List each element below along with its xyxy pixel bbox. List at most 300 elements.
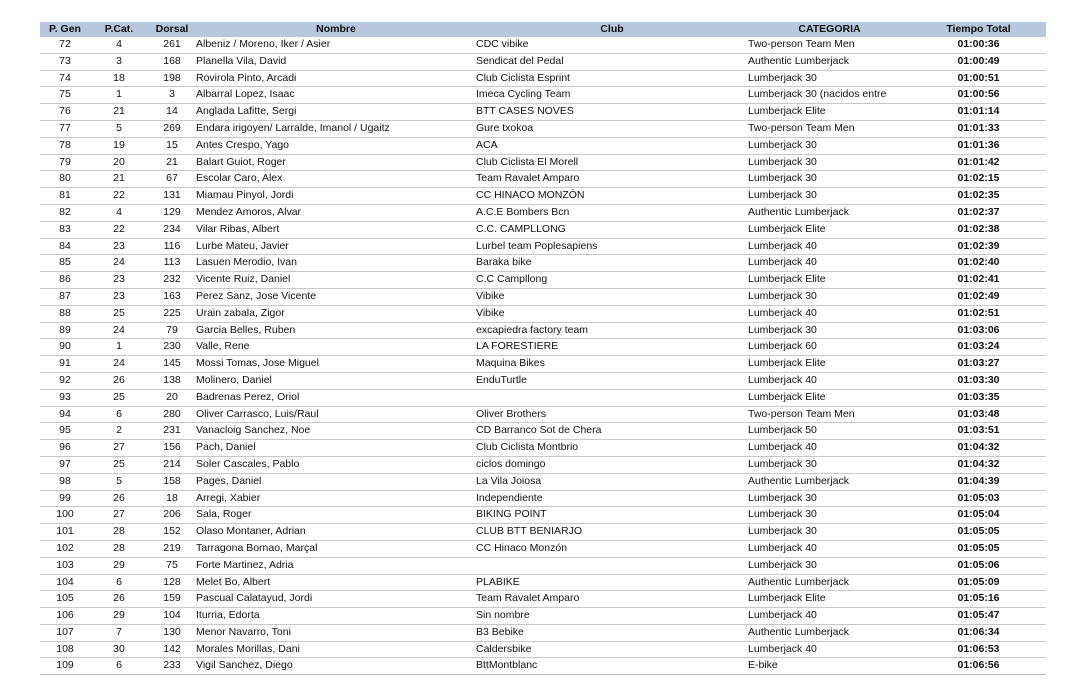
cell-tiempo-total: 01:05:06	[911, 557, 1046, 574]
table-row	[40, 608, 1046, 625]
cell-tiempo-total: 01:03:27	[911, 356, 1046, 373]
cell-p-gen: 72	[40, 37, 90, 53]
table-row	[40, 238, 1046, 255]
cell-dorsal: 128	[148, 574, 196, 591]
header-p-cat: P.Cat.	[90, 22, 148, 37]
cell-p-gen: 82	[40, 204, 90, 221]
cell-nombre: Garcia Belles, Ruben	[196, 322, 476, 339]
cell-p-cat: 6	[90, 658, 148, 675]
cell-dorsal: 75	[148, 557, 196, 574]
cell-tiempo-total: 01:03:30	[911, 372, 1046, 389]
table-row	[40, 339, 1046, 356]
cell-club: CLUB BTT BENIARJO	[476, 524, 748, 541]
table-row	[40, 406, 1046, 423]
cell-p-gen: 99	[40, 490, 90, 507]
header-p-gen: P. Gen	[40, 22, 90, 37]
cell-club: LA FORESTIERE	[476, 339, 748, 356]
cell-dorsal: 15	[148, 137, 196, 154]
cell-club: Club Ciclista El Morell	[476, 154, 748, 171]
cell-categoria: Authentic Lumberjack	[748, 574, 911, 591]
cell-tiempo-total: 01:02:37	[911, 204, 1046, 221]
table-row	[40, 624, 1046, 641]
cell-p-cat: 2	[90, 423, 148, 440]
cell-p-gen: 106	[40, 608, 90, 625]
table-row	[40, 221, 1046, 238]
cell-tiempo-total: 01:03:35	[911, 389, 1046, 406]
cell-categoria: Lumberjack 30	[748, 288, 911, 305]
cell-p-cat: 29	[90, 557, 148, 574]
cell-tiempo-total: 01:00:51	[911, 70, 1046, 87]
cell-nombre: Pages, Daniel	[196, 473, 476, 490]
cell-club: C.C. CAMPLLONG	[476, 221, 748, 238]
table-row	[40, 574, 1046, 591]
cell-club: CC Hinaco Monzón	[476, 540, 748, 557]
cell-club: excapiedra factory team	[476, 322, 748, 339]
table-row	[40, 137, 1046, 154]
cell-club: Baraka bike	[476, 255, 748, 272]
cell-dorsal: 219	[148, 540, 196, 557]
table-row	[40, 70, 1046, 87]
cell-tiempo-total: 01:02:35	[911, 188, 1046, 205]
table-row	[40, 120, 1046, 137]
cell-categoria: Lumberjack 40	[748, 255, 911, 272]
cell-club: Team Ravalet Amparo	[476, 591, 748, 608]
table-row	[40, 372, 1046, 389]
cell-tiempo-total: 01:06:34	[911, 624, 1046, 641]
cell-club: Gure txokoa	[476, 120, 748, 137]
cell-club: C.C Campllong	[476, 272, 748, 289]
cell-club: A.C.E Bombers Bcn	[476, 204, 748, 221]
cell-p-gen: 109	[40, 658, 90, 675]
cell-club: EnduTurtle	[476, 372, 748, 389]
cell-p-cat: 27	[90, 507, 148, 524]
cell-dorsal: 67	[148, 171, 196, 188]
cell-club: CC HINACO MONZÓN	[476, 188, 748, 205]
cell-categoria: Lumberjack Elite	[748, 356, 911, 373]
cell-tiempo-total: 01:02:15	[911, 171, 1046, 188]
cell-categoria: Lumberjack 40	[748, 641, 911, 658]
cell-categoria: Authentic Lumberjack	[748, 473, 911, 490]
cell-nombre: Escolar Caro, Alex	[196, 171, 476, 188]
cell-club: Independiente	[476, 490, 748, 507]
cell-categoria: Authentic Lumberjack	[748, 204, 911, 221]
table-row	[40, 440, 1046, 457]
cell-categoria: Lumberjack Elite	[748, 104, 911, 121]
cell-p-gen: 85	[40, 255, 90, 272]
cell-categoria: Lumberjack 40	[748, 372, 911, 389]
cell-tiempo-total: 01:05:47	[911, 608, 1046, 625]
table-row	[40, 507, 1046, 524]
cell-nombre: Lasuen Merodio, Ivan	[196, 255, 476, 272]
cell-dorsal: 163	[148, 288, 196, 305]
cell-tiempo-total: 01:03:06	[911, 322, 1046, 339]
cell-p-gen: 84	[40, 238, 90, 255]
cell-nombre: Albarral Lopez, Isaac	[196, 87, 476, 104]
table-row	[40, 658, 1046, 675]
cell-club: CDC vibike	[476, 37, 748, 53]
cell-tiempo-total: 01:02:41	[911, 272, 1046, 289]
cell-nombre: Urain zabala, Zigor	[196, 305, 476, 322]
cell-p-gen: 89	[40, 322, 90, 339]
header-dorsal: Dorsal	[148, 22, 196, 37]
cell-dorsal: 131	[148, 188, 196, 205]
cell-dorsal: 156	[148, 440, 196, 457]
cell-club: ciclos domingo	[476, 456, 748, 473]
cell-tiempo-total: 01:05:04	[911, 507, 1046, 524]
cell-p-cat: 26	[90, 591, 148, 608]
cell-categoria: Lumberjack 30	[748, 322, 911, 339]
cell-tiempo-total: 01:03:24	[911, 339, 1046, 356]
cell-nombre: Antes Crespo, Yago	[196, 137, 476, 154]
cell-nombre: Vicente Ruiz, Daniel	[196, 272, 476, 289]
cell-tiempo-total: 01:05:05	[911, 524, 1046, 541]
cell-p-cat: 3	[90, 53, 148, 70]
cell-p-gen: 104	[40, 574, 90, 591]
cell-dorsal: 3	[148, 87, 196, 104]
cell-club: ACA	[476, 137, 748, 154]
cell-categoria: Lumberjack Elite	[748, 389, 911, 406]
table-body	[40, 37, 1046, 675]
cell-p-cat: 23	[90, 272, 148, 289]
header-row	[40, 22, 1046, 37]
cell-dorsal: 20	[148, 389, 196, 406]
cell-tiempo-total: 01:05:16	[911, 591, 1046, 608]
cell-tiempo-total: 01:02:38	[911, 221, 1046, 238]
cell-p-gen: 90	[40, 339, 90, 356]
cell-tiempo-total: 01:04:32	[911, 440, 1046, 457]
cell-p-cat: 22	[90, 188, 148, 205]
cell-club: BttMontblanc	[476, 658, 748, 675]
cell-categoria: Authentic Lumberjack	[748, 53, 911, 70]
cell-p-gen: 95	[40, 423, 90, 440]
cell-dorsal: 230	[148, 339, 196, 356]
cell-dorsal: 145	[148, 356, 196, 373]
cell-nombre: Molinero, Daniel	[196, 372, 476, 389]
cell-categoria: Lumberjack 30	[748, 490, 911, 507]
cell-p-cat: 25	[90, 456, 148, 473]
cell-nombre: Forte Martinez, Adria	[196, 557, 476, 574]
cell-dorsal: 130	[148, 624, 196, 641]
table-row	[40, 305, 1046, 322]
cell-dorsal: 233	[148, 658, 196, 675]
table-row	[40, 524, 1046, 541]
cell-tiempo-total: 01:02:49	[911, 288, 1046, 305]
cell-dorsal: 14	[148, 104, 196, 121]
cell-p-gen: 73	[40, 53, 90, 70]
cell-p-cat: 28	[90, 524, 148, 541]
cell-club: Imeca Cycling Team	[476, 87, 748, 104]
cell-categoria: Lumberjack Elite	[748, 272, 911, 289]
table-row	[40, 322, 1046, 339]
cell-p-cat: 27	[90, 440, 148, 457]
cell-p-cat: 26	[90, 490, 148, 507]
table-row	[40, 272, 1046, 289]
cell-p-cat: 30	[90, 641, 148, 658]
cell-tiempo-total: 01:05:05	[911, 540, 1046, 557]
cell-p-cat: 4	[90, 37, 148, 53]
cell-tiempo-total: 01:00:49	[911, 53, 1046, 70]
cell-tiempo-total: 01:03:48	[911, 406, 1046, 423]
cell-categoria: Lumberjack 30	[748, 524, 911, 541]
cell-categoria: Lumberjack 30	[748, 507, 911, 524]
table-row	[40, 87, 1046, 104]
cell-club: Maquina Bikes	[476, 356, 748, 373]
cell-tiempo-total: 01:01:33	[911, 120, 1046, 137]
cell-p-cat: 21	[90, 171, 148, 188]
cell-dorsal: 168	[148, 53, 196, 70]
cell-categoria: Two-person Team Men	[748, 406, 911, 423]
table-row	[40, 540, 1046, 557]
table-row	[40, 288, 1046, 305]
cell-dorsal: 261	[148, 37, 196, 53]
cell-nombre: Vigil Sanchez, Diego	[196, 658, 476, 675]
cell-nombre: Tarragona Bornao, Marçal	[196, 540, 476, 557]
table-row	[40, 591, 1046, 608]
cell-nombre: Balart Guiot, Roger	[196, 154, 476, 171]
table-row	[40, 255, 1046, 272]
cell-nombre: Valle, Rene	[196, 339, 476, 356]
header-club: Club	[476, 22, 748, 37]
cell-p-cat: 24	[90, 356, 148, 373]
cell-nombre: Endara irigoyen/ Larralde, Imanol / Ugaitz	[196, 120, 476, 137]
cell-club	[476, 557, 748, 574]
cell-p-gen: 75	[40, 87, 90, 104]
cell-dorsal: 138	[148, 372, 196, 389]
cell-p-cat: 7	[90, 624, 148, 641]
cell-club: Sendicat del Pedal	[476, 53, 748, 70]
cell-p-gen: 93	[40, 389, 90, 406]
cell-p-gen: 76	[40, 104, 90, 121]
cell-p-gen: 101	[40, 524, 90, 541]
cell-dorsal: 142	[148, 641, 196, 658]
cell-dorsal: 129	[148, 204, 196, 221]
cell-p-cat: 22	[90, 221, 148, 238]
cell-nombre: Menor Navarro, Toni	[196, 624, 476, 641]
cell-p-cat: 29	[90, 608, 148, 625]
cell-p-gen: 105	[40, 591, 90, 608]
table-row	[40, 171, 1046, 188]
cell-club: Caldersbike	[476, 641, 748, 658]
cell-p-gen: 96	[40, 440, 90, 457]
cell-p-cat: 25	[90, 305, 148, 322]
cell-categoria: Lumberjack 50	[748, 423, 911, 440]
cell-p-cat: 28	[90, 540, 148, 557]
cell-categoria: Lumberjack 30	[748, 456, 911, 473]
cell-categoria: Lumberjack 40	[748, 540, 911, 557]
cell-nombre: Arregi, Xabier	[196, 490, 476, 507]
cell-tiempo-total: 01:03:51	[911, 423, 1046, 440]
cell-p-cat: 5	[90, 120, 148, 137]
cell-dorsal: 225	[148, 305, 196, 322]
cell-p-gen: 83	[40, 221, 90, 238]
cell-dorsal: 231	[148, 423, 196, 440]
cell-dorsal: 104	[148, 608, 196, 625]
cell-categoria: Lumberjack 30	[748, 188, 911, 205]
cell-club: Oliver Brothers	[476, 406, 748, 423]
cell-tiempo-total: 01:06:53	[911, 641, 1046, 658]
cell-p-cat: 21	[90, 104, 148, 121]
cell-categoria: Lumberjack 30 (nacidos entre	[748, 87, 911, 104]
cell-p-gen: 91	[40, 356, 90, 373]
table-row	[40, 188, 1046, 205]
cell-p-gen: 97	[40, 456, 90, 473]
table-row	[40, 641, 1046, 658]
cell-club: B3 Bebike	[476, 624, 748, 641]
cell-club: BTT CASES NOVES	[476, 104, 748, 121]
cell-categoria: Lumberjack 30	[748, 70, 911, 87]
cell-p-gen: 102	[40, 540, 90, 557]
table-row	[40, 154, 1046, 171]
cell-p-cat: 23	[90, 238, 148, 255]
cell-nombre: Morales Morillas, Dani	[196, 641, 476, 658]
cell-nombre: Mendez Amoros, Alvar	[196, 204, 476, 221]
cell-p-gen: 80	[40, 171, 90, 188]
cell-categoria: Authentic Lumberjack	[748, 624, 911, 641]
cell-nombre: Olaso Montaner, Adrian	[196, 524, 476, 541]
cell-tiempo-total: 01:06:56	[911, 658, 1046, 675]
cell-categoria: Lumberjack 30	[748, 557, 911, 574]
cell-club: Vibike	[476, 305, 748, 322]
table-row	[40, 423, 1046, 440]
table-row	[40, 557, 1046, 574]
cell-p-cat: 18	[90, 70, 148, 87]
cell-club: CD Barranco Sot de Chera	[476, 423, 748, 440]
cell-tiempo-total: 01:01:14	[911, 104, 1046, 121]
cell-club: Vibike	[476, 288, 748, 305]
cell-club: Club Ciclista Esprint	[476, 70, 748, 87]
cell-nombre: Oliver Carrasco, Luis/Raul	[196, 406, 476, 423]
header-categoria: CATEGORIA	[748, 22, 911, 37]
cell-nombre: Albeniz / Moreno, Iker / Asier	[196, 37, 476, 53]
cell-club: Club Ciclista Montbrio	[476, 440, 748, 457]
cell-categoria: Lumberjack Elite	[748, 221, 911, 238]
cell-club: Team Ravalet Amparo	[476, 171, 748, 188]
cell-tiempo-total: 01:01:42	[911, 154, 1046, 171]
cell-dorsal: 280	[148, 406, 196, 423]
cell-nombre: Vilar Ribas, Albert	[196, 221, 476, 238]
cell-tiempo-total: 01:05:09	[911, 574, 1046, 591]
cell-dorsal: 206	[148, 507, 196, 524]
table-row	[40, 53, 1046, 70]
table-row	[40, 456, 1046, 473]
cell-categoria: E-bike	[748, 658, 911, 675]
cell-nombre: Iturria, Edorta	[196, 608, 476, 625]
header-tiempo-total: Tiempo Total	[911, 22, 1046, 37]
cell-p-gen: 98	[40, 473, 90, 490]
cell-tiempo-total: 01:02:39	[911, 238, 1046, 255]
cell-p-gen: 100	[40, 507, 90, 524]
cell-nombre: Miamau Pinyol, Jordi	[196, 188, 476, 205]
cell-club	[476, 389, 748, 406]
cell-tiempo-total: 01:00:36	[911, 37, 1046, 53]
cell-tiempo-total: 01:01:36	[911, 137, 1046, 154]
cell-categoria: Lumberjack 40	[748, 440, 911, 457]
header-nombre: Nombre	[196, 22, 476, 37]
cell-nombre: Sala, Roger	[196, 507, 476, 524]
cell-nombre: Pascual Calatayud, Jordi	[196, 591, 476, 608]
cell-club: La Vila Joiosa	[476, 473, 748, 490]
cell-dorsal: 232	[148, 272, 196, 289]
cell-nombre: Anglada Lafitte, Sergi	[196, 104, 476, 121]
table-row	[40, 473, 1046, 490]
cell-dorsal: 21	[148, 154, 196, 171]
cell-club: BIKING POINT	[476, 507, 748, 524]
cell-p-cat: 25	[90, 389, 148, 406]
cell-p-gen: 94	[40, 406, 90, 423]
cell-categoria: Lumberjack 40	[748, 608, 911, 625]
cell-p-gen: 88	[40, 305, 90, 322]
cell-categoria: Lumberjack 30	[748, 154, 911, 171]
cell-dorsal: 269	[148, 120, 196, 137]
cell-dorsal: 152	[148, 524, 196, 541]
cell-nombre: Pach, Daniel	[196, 440, 476, 457]
cell-p-cat: 26	[90, 372, 148, 389]
cell-nombre: Lurbe Mateu, Javier	[196, 238, 476, 255]
cell-categoria: Lumberjack Elite	[748, 591, 911, 608]
cell-club: PLABIKE	[476, 574, 748, 591]
cell-p-gen: 108	[40, 641, 90, 658]
cell-categoria: Lumberjack 60	[748, 339, 911, 356]
cell-nombre: Mossi Tomas, Jose Miguel	[196, 356, 476, 373]
cell-nombre: Perez Sanz, Jose Vicente	[196, 288, 476, 305]
cell-nombre: Planella Vila, David	[196, 53, 476, 70]
cell-p-cat: 1	[90, 339, 148, 356]
cell-dorsal: 159	[148, 591, 196, 608]
cell-p-cat: 23	[90, 288, 148, 305]
cell-nombre: Badrenas Perez, Oriol	[196, 389, 476, 406]
cell-p-gen: 81	[40, 188, 90, 205]
cell-p-gen: 103	[40, 557, 90, 574]
cell-tiempo-total: 01:00:56	[911, 87, 1046, 104]
cell-p-gen: 92	[40, 372, 90, 389]
table-row	[40, 204, 1046, 221]
cell-categoria: Two-person Team Men	[748, 37, 911, 53]
cell-p-gen: 78	[40, 137, 90, 154]
cell-categoria: Lumberjack 40	[748, 238, 911, 255]
cell-club: Sin nombre	[476, 608, 748, 625]
cell-p-gen: 74	[40, 70, 90, 87]
cell-dorsal: 79	[148, 322, 196, 339]
cell-p-gen: 87	[40, 288, 90, 305]
cell-p-gen: 107	[40, 624, 90, 641]
table-row	[40, 490, 1046, 507]
cell-nombre: Melet Bo, Albert	[196, 574, 476, 591]
cell-categoria: Two-person Team Men	[748, 120, 911, 137]
cell-categoria: Lumberjack 30	[748, 171, 911, 188]
cell-dorsal: 18	[148, 490, 196, 507]
cell-tiempo-total: 01:02:40	[911, 255, 1046, 272]
cell-p-cat: 24	[90, 322, 148, 339]
cell-dorsal: 198	[148, 70, 196, 87]
cell-tiempo-total: 01:02:51	[911, 305, 1046, 322]
cell-club: Lurbel team Poplesapiens	[476, 238, 748, 255]
cell-p-gen: 77	[40, 120, 90, 137]
cell-dorsal: 113	[148, 255, 196, 272]
cell-nombre: Soler Cascales, Pablo	[196, 456, 476, 473]
cell-tiempo-total: 01:05:03	[911, 490, 1046, 507]
cell-p-cat: 20	[90, 154, 148, 171]
table-row	[40, 104, 1046, 121]
cell-nombre: Rovirola Pinto, Arcadi	[196, 70, 476, 87]
cell-p-gen: 79	[40, 154, 90, 171]
cell-p-cat: 1	[90, 87, 148, 104]
cell-tiempo-total: 01:04:39	[911, 473, 1046, 490]
cell-p-gen: 86	[40, 272, 90, 289]
cell-categoria: Lumberjack 30	[748, 137, 911, 154]
cell-tiempo-total: 01:04:32	[911, 456, 1046, 473]
cell-p-cat: 19	[90, 137, 148, 154]
cell-p-cat: 5	[90, 473, 148, 490]
